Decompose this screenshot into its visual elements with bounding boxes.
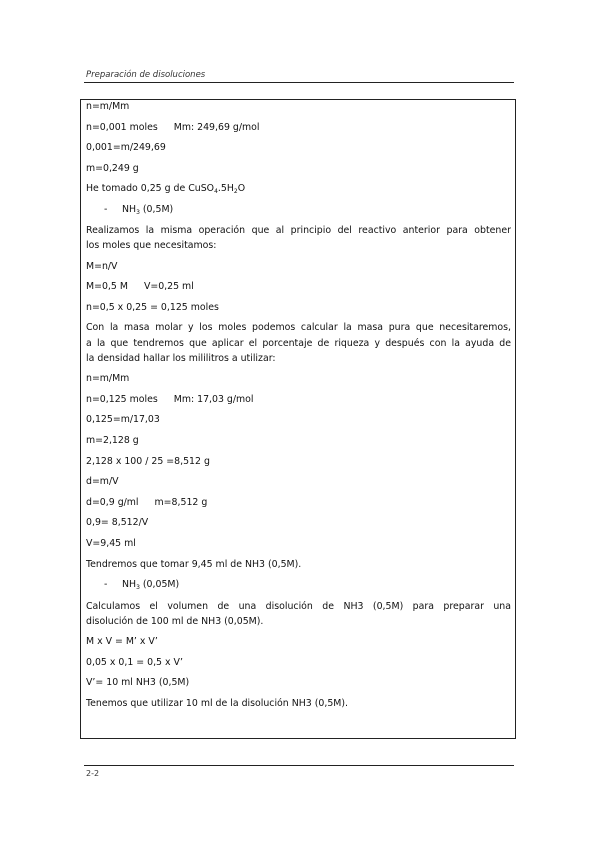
- formula-line: [86, 497, 207, 509]
- formula-line: n=0,5 x 0,25 = 0,125 moles: [86, 302, 219, 313]
- text-part: (0,5M): [139, 204, 174, 215]
- text-part: NH: [122, 204, 137, 215]
- formula-line: 2,128 x 100 / 25 =8,512 g: [86, 456, 210, 467]
- text-part: .5H: [217, 183, 234, 194]
- formula-part: n=0,001 moles: [86, 122, 158, 133]
- formula-part: m=8,512 g: [154, 497, 208, 508]
- header-divider: [84, 82, 514, 83]
- formula-part: Mm: 17,03 g/mol: [173, 394, 254, 405]
- formula-part: M=0,5 M: [86, 281, 128, 292]
- formula-line: 0,9= 8,512/V: [86, 517, 149, 528]
- subscript: 4: [214, 188, 218, 195]
- bullet-item: [104, 204, 173, 216]
- subscript: 3: [136, 209, 140, 216]
- formula-part: Mm: 249,69 g/mol: [173, 122, 260, 133]
- formula-line: n=m/Mm: [86, 373, 130, 384]
- formula-part: d=0,9 g/ml: [86, 497, 139, 508]
- formula-line: [86, 281, 194, 293]
- subscript: 2: [233, 188, 238, 195]
- formula-line: n=m/Mm: [86, 101, 130, 112]
- formula-line: m=2,128 g: [86, 435, 139, 446]
- paragraph-line: Con la masa molar y los moles podemos calcular la masa pura que necesitaremos,: [86, 322, 511, 333]
- formula-line: [86, 394, 254, 406]
- bullet-dash: -: [104, 579, 108, 590]
- text-part: He tomado 0,25 g de CuSO: [86, 183, 215, 194]
- page-number: 2-2: [86, 769, 100, 778]
- bullet-item: [104, 579, 179, 591]
- text-part: (0,05M): [139, 579, 180, 590]
- formula-line: M x V = M’ x V’: [86, 636, 158, 647]
- formula-line: 0,125=m/17,03: [86, 414, 160, 425]
- paragraph-line: Realizamos la misma operación que al principio del reactivo anterior para obtener: [86, 225, 511, 236]
- paragraph-line: la densidad hallar los mililitros a utilizar:: [86, 353, 276, 364]
- text-line: Tendremos que tomar 9,45 ml de NH3 (0,5M).: [86, 559, 302, 570]
- text-line: [86, 183, 245, 195]
- formula-line: m=0,249 g: [86, 163, 139, 174]
- formula-line: V=9,45 ml: [86, 538, 136, 549]
- paragraph-line: disolución de 100 ml de NH3 (0,05M).: [86, 616, 264, 627]
- subscript: 3: [136, 584, 140, 591]
- running-header: Preparación de disoluciones: [86, 70, 206, 80]
- formula-line: [86, 122, 259, 134]
- formula-part: V=0,25 ml: [143, 281, 194, 292]
- formula-part: n=0,125 moles: [86, 394, 158, 405]
- formula-line: 0,001=m/249,69: [86, 142, 166, 153]
- formula-line: V’= 10 ml NH3 (0,5M): [86, 677, 190, 688]
- text-line: Tenemos que utilizar 10 ml de la disolución NH3 (0,5M).: [86, 698, 349, 709]
- formula-line: 0,05 x 0,1 = 0,5 x V’: [86, 657, 183, 668]
- text-part: O: [237, 183, 246, 194]
- bullet-dash: -: [104, 204, 108, 215]
- footer-divider: [84, 765, 514, 766]
- paragraph-line: Calculamos el volumen de una disolución de NH3 (0,5M) para preparar una: [86, 601, 511, 612]
- formula-line: d=m/V: [86, 476, 119, 487]
- paragraph-line: a la que tendremos que aplicar el porcentaje de riqueza y después con la ayuda de: [86, 338, 511, 349]
- paragraph-line: los moles que necesitamos:: [86, 240, 217, 251]
- text-part: NH: [122, 579, 137, 590]
- formula-line: M=n/V: [86, 261, 118, 272]
